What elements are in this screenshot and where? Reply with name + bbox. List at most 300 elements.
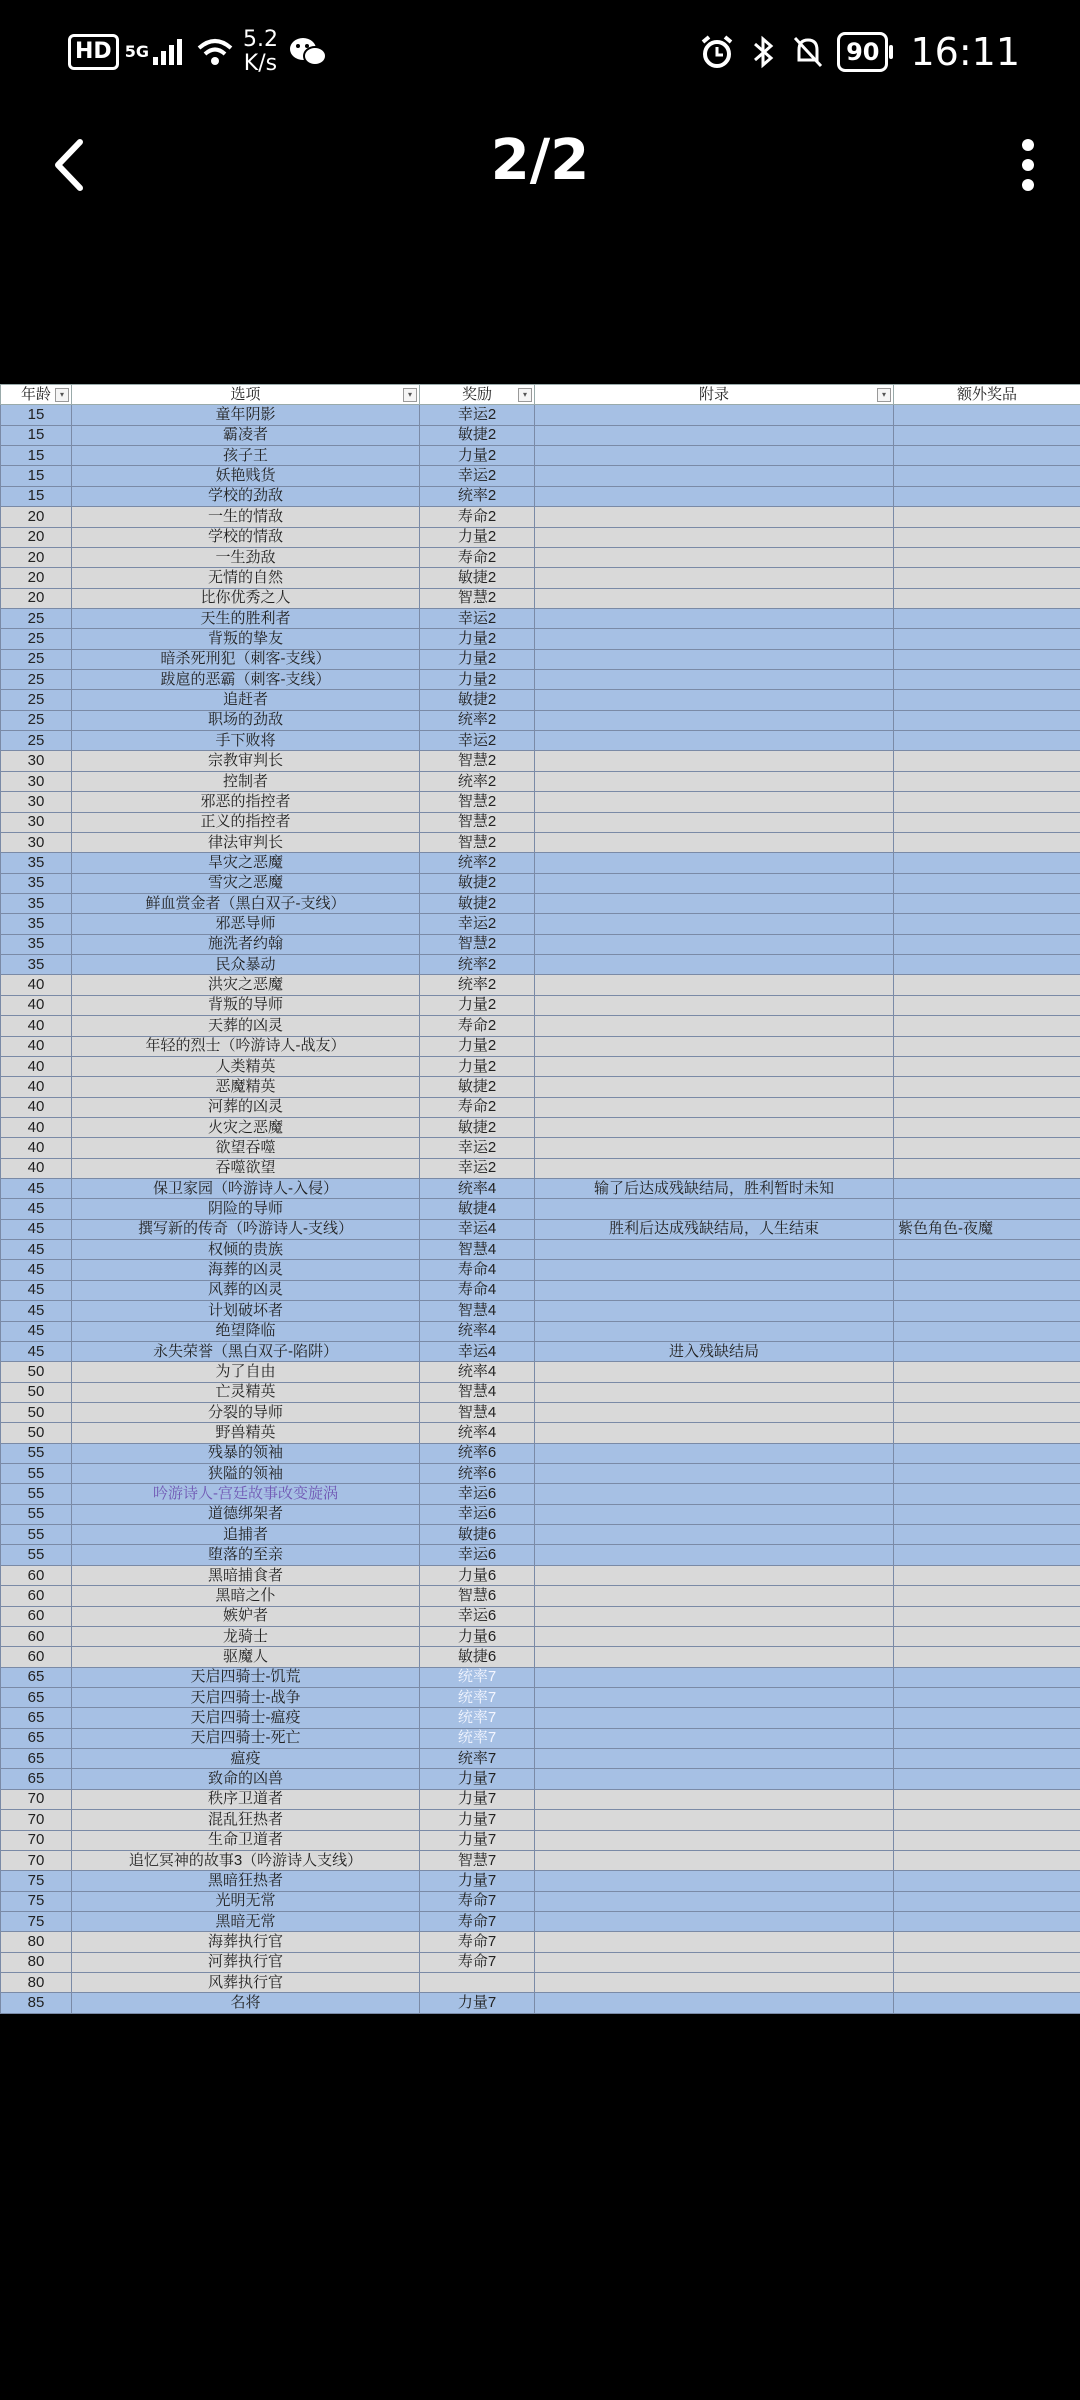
table-cell: 30 [1, 792, 72, 812]
table-cell [894, 792, 1080, 812]
table-cell: 幸运2 [420, 608, 535, 628]
table-row [1, 670, 1080, 690]
table-cell: 统率7 [420, 1688, 535, 1708]
table-cell: 幸运2 [420, 1158, 535, 1178]
table-cell: 统率7 [420, 1728, 535, 1748]
table-cell: 力量7 [420, 1769, 535, 1789]
table-cell: 龙骑士 [72, 1626, 420, 1646]
table-cell: 敏捷6 [420, 1647, 535, 1667]
table-cell [894, 1321, 1080, 1341]
table-row [1, 1179, 1080, 1199]
table-cell [894, 1260, 1080, 1280]
table-cell: 25 [1, 731, 72, 751]
table-cell: 45 [1, 1280, 72, 1300]
table-cell: 80 [1, 1952, 72, 1972]
table-cell [894, 507, 1080, 527]
table-cell [535, 1260, 894, 1280]
wifi-icon [195, 36, 235, 68]
table-cell [535, 710, 894, 730]
table-cell: 为了自由 [72, 1362, 420, 1382]
table-cell: 寿命2 [420, 547, 535, 567]
table-cell: 寿命7 [420, 1932, 535, 1952]
table-cell [894, 1728, 1080, 1748]
table-cell: 55 [1, 1443, 72, 1463]
table-row [1, 1138, 1080, 1158]
table-row [1, 649, 1080, 669]
table-cell [535, 853, 894, 873]
table-row [1, 914, 1080, 934]
table-cell [535, 1036, 894, 1056]
table-cell: 寿命4 [420, 1280, 535, 1300]
network-speed [243, 28, 278, 76]
battery-indicator: 90 [837, 32, 888, 72]
table-row [1, 1545, 1080, 1565]
table-cell: 25 [1, 690, 72, 710]
table-cell [894, 1850, 1080, 1870]
table-row [1, 934, 1080, 954]
table-cell: 控制者 [72, 771, 420, 791]
table-cell: 海葬执行官 [72, 1932, 420, 1952]
table-cell: 20 [1, 588, 72, 608]
filter-dropdown-icon: ▾ [518, 388, 532, 402]
table-cell [894, 1891, 1080, 1911]
table-cell: 统率7 [420, 1667, 535, 1687]
table-cell: 寿命2 [420, 507, 535, 527]
spreadsheet-image[interactable] [0, 384, 1080, 2014]
table-row [1, 832, 1080, 852]
table-cell: 跋扈的恶霸（刺客-支线） [72, 670, 420, 690]
table-cell [535, 670, 894, 690]
table-cell [535, 507, 894, 527]
table-cell [535, 1993, 894, 2013]
table-cell: 幸运2 [420, 1138, 535, 1158]
table-cell [894, 649, 1080, 669]
table-cell: 生命卫道者 [72, 1830, 420, 1850]
table-cell: 智慧2 [420, 812, 535, 832]
table-cell: 60 [1, 1565, 72, 1585]
table-cell: 70 [1, 1789, 72, 1809]
table-cell: 天生的胜利者 [72, 608, 420, 628]
table-cell: 80 [1, 1973, 72, 1993]
table-cell: 25 [1, 629, 72, 649]
table-cell: 风葬执行官 [72, 1973, 420, 1993]
table-row [1, 1056, 1080, 1076]
table-cell: 力量2 [420, 629, 535, 649]
table-row [1, 1688, 1080, 1708]
table-row [1, 1911, 1080, 1931]
table-cell: 年轻的烈士（吟游诗人-战友） [72, 1036, 420, 1056]
table-cell [894, 1097, 1080, 1117]
table-cell: 统率4 [420, 1423, 535, 1443]
table-cell: 力量2 [420, 649, 535, 669]
wechat-icon [288, 35, 328, 69]
table-cell: 60 [1, 1626, 72, 1646]
table-cell [894, 1484, 1080, 1504]
table-cell [894, 1932, 1080, 1952]
table-cell [894, 1911, 1080, 1931]
table-row [1, 1952, 1080, 1972]
table-cell: 60 [1, 1606, 72, 1626]
table-cell: 幸运2 [420, 466, 535, 486]
table-cell: 欲望吞噬 [72, 1138, 420, 1158]
table-cell: 敏捷2 [420, 568, 535, 588]
table-cell: 追捕者 [72, 1525, 420, 1545]
table-cell: 一生的情敌 [72, 507, 420, 527]
table-cell: 天葬的凶灵 [72, 1016, 420, 1036]
more-options-icon[interactable] [998, 130, 1058, 200]
table-cell: 15 [1, 486, 72, 506]
table-cell: 追赶者 [72, 690, 420, 710]
table-cell: 55 [1, 1525, 72, 1545]
table-cell [535, 771, 894, 791]
table-cell: 风葬的凶灵 [72, 1280, 420, 1300]
table-cell: 鲜血赏金者（黑白双子-支线） [72, 893, 420, 913]
table-row [1, 1362, 1080, 1382]
table-cell [535, 1891, 894, 1911]
table-cell: 人类精英 [72, 1056, 420, 1076]
table-cell [894, 1769, 1080, 1789]
table-cell: 40 [1, 1097, 72, 1117]
table-row [1, 425, 1080, 445]
table-cell [535, 1362, 894, 1382]
table-cell: 55 [1, 1484, 72, 1504]
table-cell [535, 1871, 894, 1891]
table-cell: 寿命2 [420, 1097, 535, 1117]
table-cell: 妖艳贱货 [72, 466, 420, 486]
speed-unit: K/s [243, 51, 278, 76]
table-row [1, 1850, 1080, 1870]
table-cell [894, 731, 1080, 751]
table-cell: 60 [1, 1586, 72, 1606]
table-cell: 70 [1, 1850, 72, 1870]
table-cell [535, 832, 894, 852]
table-cell [894, 1586, 1080, 1606]
table-cell [535, 1240, 894, 1260]
table-cell: 30 [1, 812, 72, 832]
table-cell [894, 832, 1080, 852]
table-row [1, 1973, 1080, 1993]
table-cell: 20 [1, 527, 72, 547]
table-cell [535, 995, 894, 1015]
table-cell: 驱魔人 [72, 1647, 420, 1667]
table-cell: 75 [1, 1891, 72, 1911]
table-cell [535, 1586, 894, 1606]
table-cell: 65 [1, 1769, 72, 1789]
table-cell: 混乱狂热者 [72, 1810, 420, 1830]
table-row [1, 975, 1080, 995]
table-cell: 嫉妒者 [72, 1606, 420, 1626]
table-cell: 65 [1, 1749, 72, 1769]
table-cell [894, 812, 1080, 832]
table-cell: 狭隘的领袖 [72, 1464, 420, 1484]
table-cell: 统率2 [420, 853, 535, 873]
table-cell: 40 [1, 975, 72, 995]
table-cell [894, 1871, 1080, 1891]
table-cell: 敏捷2 [420, 690, 535, 710]
status-left [68, 26, 328, 78]
table-cell [535, 1708, 894, 1728]
table-cell: 幸运6 [420, 1504, 535, 1524]
table-cell: 智慧4 [420, 1382, 535, 1402]
table-cell: 黑暗无常 [72, 1911, 420, 1931]
table-cell: 统率2 [420, 771, 535, 791]
table-cell [535, 731, 894, 751]
table-cell: 撰写新的传奇（吟游诗人-支线） [72, 1219, 420, 1239]
table-cell [535, 1911, 894, 1931]
table-cell [894, 405, 1080, 425]
table-cell: 75 [1, 1911, 72, 1931]
table-row [1, 568, 1080, 588]
table-cell [535, 405, 894, 425]
table-cell: 40 [1, 1016, 72, 1036]
table-cell: 敏捷2 [420, 893, 535, 913]
table-cell: 40 [1, 1077, 72, 1097]
table-cell: 天启四骑士-战争 [72, 1688, 420, 1708]
table-cell: 寿命7 [420, 1952, 535, 1972]
table-cell: 学校的劲敌 [72, 486, 420, 506]
table-row [1, 771, 1080, 791]
table-cell: 黑暗之仆 [72, 1586, 420, 1606]
table-row [1, 1260, 1080, 1280]
table-row [1, 1341, 1080, 1361]
table-cell [535, 812, 894, 832]
viewer-toolbar [0, 110, 1080, 220]
table-cell: 力量2 [420, 1056, 535, 1076]
filter-dropdown-icon: ▾ [877, 388, 891, 402]
table-cell: 孩子王 [72, 446, 420, 466]
table-cell: 35 [1, 853, 72, 873]
table-cell: 黑暗狂热者 [72, 1871, 420, 1891]
table-cell [535, 1728, 894, 1748]
header-row [1, 385, 1080, 405]
table-cell: 幸运6 [420, 1545, 535, 1565]
table-cell [894, 1301, 1080, 1321]
table-cell: 寿命4 [420, 1260, 535, 1280]
table-row [1, 812, 1080, 832]
table-cell: 分裂的导师 [72, 1402, 420, 1422]
table-cell [894, 1464, 1080, 1484]
table-cell [535, 1158, 894, 1178]
table-cell: 手下败将 [72, 731, 420, 751]
table-cell: 一生劲敌 [72, 547, 420, 567]
table-row [1, 1891, 1080, 1911]
table-cell: 力量2 [420, 670, 535, 690]
table-cell [894, 893, 1080, 913]
table-cell [894, 1199, 1080, 1219]
table-cell: 65 [1, 1667, 72, 1687]
table-row [1, 608, 1080, 628]
table-cell [535, 446, 894, 466]
table-cell: 权倾的贵族 [72, 1240, 420, 1260]
table-row [1, 710, 1080, 730]
table-cell: 40 [1, 1056, 72, 1076]
table-cell: 宗教审判长 [72, 751, 420, 771]
table-row [1, 1382, 1080, 1402]
table-cell: 统率4 [420, 1179, 535, 1199]
table-cell: 邪恶导师 [72, 914, 420, 934]
table-cell [535, 486, 894, 506]
table-cell: 75 [1, 1871, 72, 1891]
speed-value: 5.2 [242, 27, 278, 52]
table-cell [894, 1504, 1080, 1524]
table-cell: 25 [1, 608, 72, 628]
table-cell: 光明无常 [72, 1891, 420, 1911]
table-cell: 力量7 [420, 1789, 535, 1809]
table-row [1, 1626, 1080, 1646]
table-row [1, 1769, 1080, 1789]
table-cell: 统率2 [420, 955, 535, 975]
table-cell: 35 [1, 914, 72, 934]
table-cell: 残暴的领袖 [72, 1443, 420, 1463]
table-cell [535, 629, 894, 649]
page-counter: 2/2 [490, 128, 590, 193]
table-row [1, 1810, 1080, 1830]
table-cell: 50 [1, 1362, 72, 1382]
table-cell [535, 527, 894, 547]
table-row [1, 1830, 1080, 1850]
column-header: 附录 ▾ [535, 385, 894, 405]
table-cell: 幸运2 [420, 405, 535, 425]
table-cell [535, 1525, 894, 1545]
table-cell: 输了后达成残缺结局，胜利暂时未知 [535, 1179, 894, 1199]
table-cell [894, 486, 1080, 506]
bluetooth-icon [749, 34, 777, 70]
table-cell: 敏捷2 [420, 873, 535, 893]
table-cell: 30 [1, 751, 72, 771]
table-row [1, 1402, 1080, 1422]
table-cell [420, 1973, 535, 1993]
table-cell [894, 1565, 1080, 1585]
table-cell: 幸运6 [420, 1606, 535, 1626]
table-cell [535, 1830, 894, 1850]
table-row [1, 1525, 1080, 1545]
mute-bell-icon [791, 34, 825, 70]
table-cell: 河葬的凶灵 [72, 1097, 420, 1117]
table-cell: 45 [1, 1179, 72, 1199]
table-cell: 20 [1, 547, 72, 567]
table-row [1, 1301, 1080, 1321]
column-header: 额外奖品 [894, 385, 1080, 405]
table-cell [535, 1769, 894, 1789]
table-cell [535, 1382, 894, 1402]
table-cell: 统率6 [420, 1443, 535, 1463]
table-cell: 学校的情敌 [72, 527, 420, 547]
table-cell [894, 1423, 1080, 1443]
spreadsheet-table [0, 384, 1080, 2014]
table-cell [894, 1830, 1080, 1850]
table-row [1, 751, 1080, 771]
table-cell [535, 1789, 894, 1809]
table-row [1, 486, 1080, 506]
table-cell: 暗杀死刑犯（刺客-支线） [72, 649, 420, 669]
table-cell [535, 1056, 894, 1076]
table-cell: 智慧2 [420, 792, 535, 812]
table-row [1, 1647, 1080, 1667]
table-cell [894, 690, 1080, 710]
table-cell: 45 [1, 1240, 72, 1260]
table-row [1, 893, 1080, 913]
table-cell: 45 [1, 1260, 72, 1280]
table-cell [894, 446, 1080, 466]
table-cell: 智慧4 [420, 1301, 535, 1321]
table-cell [535, 955, 894, 975]
table-cell: 55 [1, 1464, 72, 1484]
table-cell: 25 [1, 649, 72, 669]
table-cell [535, 1117, 894, 1137]
table-cell [535, 1647, 894, 1667]
table-cell [535, 1850, 894, 1870]
table-cell: 15 [1, 466, 72, 486]
table-cell: 45 [1, 1341, 72, 1361]
table-cell [535, 1321, 894, 1341]
table-cell: 堕落的至亲 [72, 1545, 420, 1565]
table-cell [894, 1341, 1080, 1361]
table-cell: 45 [1, 1199, 72, 1219]
table-cell: 50 [1, 1402, 72, 1422]
table-cell: 童年阴影 [72, 405, 420, 425]
table-cell: 职场的劲敌 [72, 710, 420, 730]
table-cell [894, 1545, 1080, 1565]
table-cell: 统率6 [420, 1464, 535, 1484]
table-cell [535, 1138, 894, 1158]
table-cell: 统率4 [420, 1321, 535, 1341]
table-cell: 霸凌者 [72, 425, 420, 445]
table-cell: 敏捷6 [420, 1525, 535, 1545]
table-cell [535, 608, 894, 628]
table-cell: 45 [1, 1321, 72, 1341]
table-row [1, 1484, 1080, 1504]
table-cell: 胜利后达成残缺结局，人生结束 [535, 1219, 894, 1239]
table-cell [535, 1301, 894, 1321]
table-row [1, 1077, 1080, 1097]
table-cell: 邪恶的指控者 [72, 792, 420, 812]
table-cell [535, 588, 894, 608]
table-cell [894, 1280, 1080, 1300]
table-cell: 力量7 [420, 1993, 535, 2013]
table-cell: 65 [1, 1708, 72, 1728]
table-cell: 亡灵精英 [72, 1382, 420, 1402]
table-cell [894, 1056, 1080, 1076]
table-row [1, 1219, 1080, 1239]
table-cell [535, 1464, 894, 1484]
table-cell: 力量2 [420, 995, 535, 1015]
table-cell [894, 1117, 1080, 1137]
table-row [1, 1871, 1080, 1891]
table-cell: 施洗者约翰 [72, 934, 420, 954]
table-cell: 15 [1, 425, 72, 445]
table-cell: 海葬的凶灵 [72, 1260, 420, 1280]
table-cell: 敏捷2 [420, 425, 535, 445]
table-cell [535, 873, 894, 893]
table-cell: 智慧2 [420, 832, 535, 852]
table-cell [535, 1973, 894, 1993]
table-cell: 55 [1, 1545, 72, 1565]
table-row [1, 1932, 1080, 1952]
table-cell [894, 1606, 1080, 1626]
table-cell: 律法审判长 [72, 832, 420, 852]
table-cell [535, 1423, 894, 1443]
table-row [1, 1504, 1080, 1524]
table-body [1, 405, 1080, 2013]
table-cell: 秩序卫道者 [72, 1789, 420, 1809]
table-cell: 力量6 [420, 1565, 535, 1585]
table-cell: 寿命7 [420, 1891, 535, 1911]
table-row [1, 1097, 1080, 1117]
table-cell: 天启四骑士-瘟疫 [72, 1708, 420, 1728]
table-cell [894, 629, 1080, 649]
table-row [1, 1565, 1080, 1585]
network-label: 5G [124, 42, 149, 61]
